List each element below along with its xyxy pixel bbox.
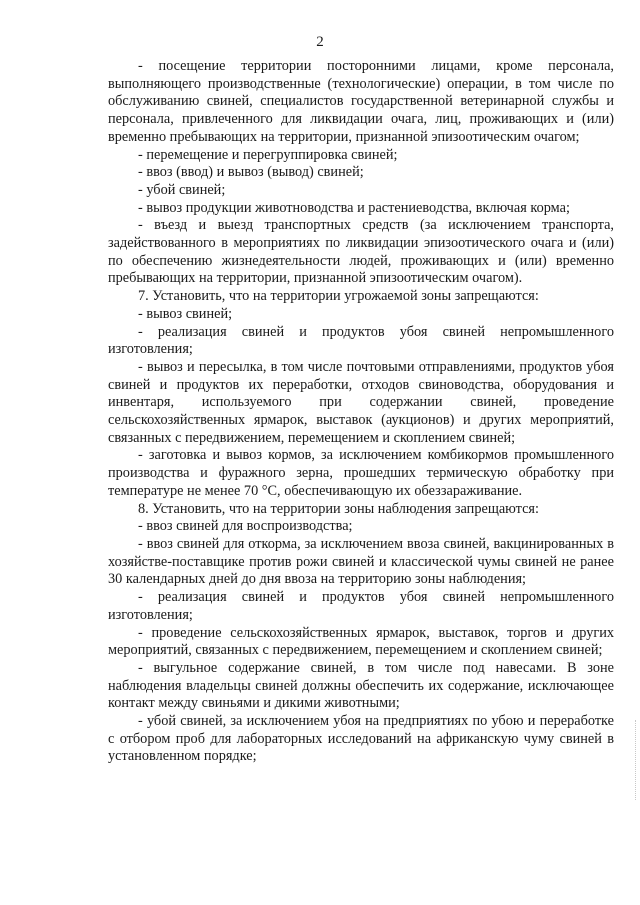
- scan-edge-mark: [633, 720, 636, 800]
- paragraph: - убой свиней, за исключением убоя на предприятиях по убою и переработке с отбором проб для лабораторных исследований на африканскую чуму свиней в установленном порядке;: [108, 713, 614, 765]
- paragraph: - заготовка и вывоз кормов, за исключением комбикормов промышленного производства и фуражного зерна, прошедших термическую обработку при температуре не менее 70 °С, обеспечивающую их обеззараживание.: [108, 447, 614, 499]
- paragraph: - ввоз (ввод) и вывоз (вывод) свиней;: [138, 164, 364, 181]
- paragraph: - реализация свиней и продуктов убоя свиней непромышленного изготовления;: [108, 589, 614, 623]
- paragraph: - убой свиней;: [138, 181, 226, 198]
- paragraph: - ввоз свиней для откорма, за исключением ввоза свиней, вакцинированных в хозяйстве-поставщике против рожи свиней и классической чумы свиней не ранее 30 календарных дней до дня ввоза на территорию зоны наблюдения;: [108, 535, 614, 588]
- paragraph: - реализация свиней и продуктов убоя свиней непромышленного изготовления;: [108, 323, 614, 358]
- paragraph: - вывоз и пересылка, в том числе почтовыми отправлениями, продуктов убоя свиней и продуктов их переработки, отходов свиноводства, оборудования и инвентаря, используемого при содержании свиней, проведение сельскохозяйственных ярмарок, выставок (аукционов) и других мероприятий, связанных с передвижением, перемещением и скоплением свиней;: [108, 358, 614, 446]
- paragraph: - вывоз свиней;: [138, 305, 233, 322]
- page-number: 2: [316, 34, 324, 50]
- paragraph: - перемещение и перегруппировка свиней;: [138, 146, 398, 163]
- paragraph: - вывоз продукции животноводства и растениеводства, включая корма;: [138, 199, 570, 216]
- section-8-heading: 8. Установить, что на территории зоны наблюдения запрещаются:: [138, 500, 539, 517]
- paragraph: - ввоз свиней для воспроизводства;: [138, 518, 353, 535]
- paragraph: - въезд и выезд транспортных средств (за исключением транспорта, задействованного в мероприятиях по ликвидации эпизоотического очага и (или) по обеспечению жизнедеятельности людей, проживающих и (или) временно пребывающих на территории, признанной эпизоотическим очагом).: [108, 217, 614, 287]
- paragraph: - посещение территории посторонними лицами, кроме персонала, выполняющего производственные (технологические) операции, в том числе по обслуживанию свиней, специалистов государственной ветеринарной службы и персонала, привлеченного для ликвидации очага, лиц, проживающих и (или) временно пребывающих на территории, признанной эпизоотическим очагом;: [108, 58, 614, 145]
- section-7-heading: 7. Установить, что на территории угрожаемой зоны запрещаются:: [138, 288, 539, 305]
- paragraph: - проведение сельскохозяйственных ярмарок, выставок, торгов и других мероприятий, связанных с передвижением, перемещением и скоплением свиней;: [108, 624, 614, 659]
- document-body: [108, 58, 614, 766]
- paragraph: - выгульное содержание свиней, в том числе под навесами. В зоне наблюдения владельцы свиней должны обеспечить их содержание, исключающее контакт между свиньями и дикими животными;: [108, 659, 614, 712]
